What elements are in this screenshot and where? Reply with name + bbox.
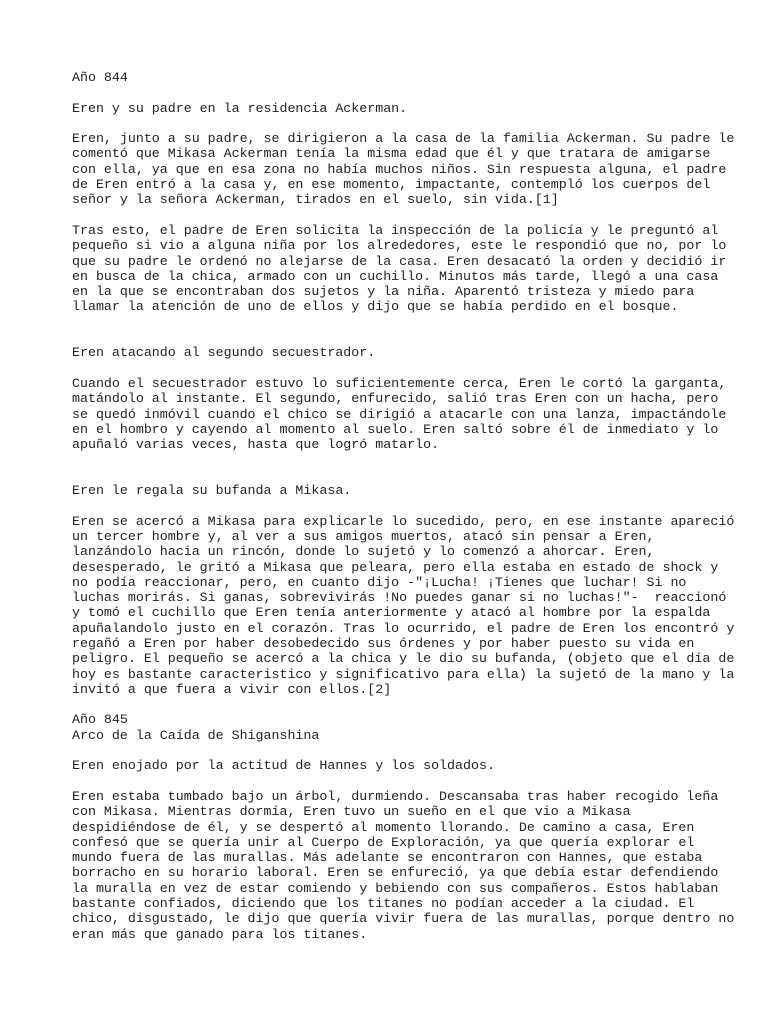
- paragraph: Cuando el secuestrador estuvo lo suficientemente cerca, Eren le cortó la garganta, matándolo al instante. El segundo, enfurecido, salió tras Eren con un hacha, pero se quedó inmóvil cuando el chico se dirigió a atacarle con una lanza, impactándole en el hombro y cayendo al momento al suelo. Eren saltó sobre él de inmediato y lo apuñaló varias veces, hasta que logró matarlo.: [72, 375, 727, 453]
- paragraph: Eren se acercó a Mikasa para explicarle lo sucedido, pero, en ese instante apareció un tercer hombre y, al ver a sus amigos muertos, atacó sin pensar a Eren, lanzándolo hacia un rincón, donde lo sujetó y lo comenzó a ahorcar. Eren, desesperado, le gritó a Mikasa que peleara, pero ella estaba en estado de shock y no podía reaccionar, pero, en cuanto dijo -"¡Lucha! ¡Tienes que luchar! Si no luchas morirás. Si ganas, sobrevivirás !No puedes ganar si no luchas!"- reaccionó y tomó el cuchillo que Eren tenía anteriormente y atacó al hombre por la espalda apuñalandolo justo en el corazón. Tras lo ocurrido, el padre de Eren los encontró y regañó a Eren por haber desobedecido sus órdenes y por haber puesto su vida en peligro. El pequeño se acercó a la chica y le dio su bufanda, (objeto que el día de hoy es bastante caracteristico y significativo para ella) la sujetó de la mano y la invitó a que fuera a vivir con ellos.[2]: [72, 513, 735, 697]
- paragraph: Tras esto, el padre de Eren solicita la inspección de la policía y le preguntó al pequeño si vio a alguna niña por los alrededores, este le respondió que no, por lo que su padre le ordenó no alejarse de la casa. Eren desacató la orden y decidió ir en busca de la chica, armado con un cuchillo. Minutos más tarde, llegó a una casa en la que se encontraban dos sujetos y la niña. Aparentó tristeza y miedo para llamar la atención de uno de ellos y dijo que se había perdido en el bosque.: [72, 222, 727, 315]
- section-heading: Eren y su padre en la residencia Ackerman.: [72, 100, 408, 116]
- year-and-arc-heading: Año 845 Arco de la Caída de Shiganshina: [72, 712, 320, 743]
- paragraph: Eren estaba tumbado bajo un árbol, durmiendo. Descansaba tras haber recogido leña con Mikasa. Mientras dormía, Eren tuvo un sueño en el que vio a Mikasa despidiéndose de él, y se despertó al momento llorando. De camino a casa, Eren confesó que se quería unir al Cuerpo de Exploración, ya que quería explorar el mundo fuera de las murallas. Más adelante se encontraron con Hannes, que estaba borracho en su horario laboral. Eren se enfureció, ya que debía estar defendiendo la muralla en vez de estar comiendo y bebiendo con sus compañeros. Estos hablaban bastante confiados, diciendo que los titanes no podían acceder a la ciudad. El chico, disgustado, le dijo que quería vivir fuera de las murallas, porque dentro no eran más que ganado para los titanes.: [72, 788, 735, 942]
- section-heading: Eren atacando al segundo secuestrador.: [72, 345, 376, 361]
- paragraph: Eren, junto a su padre, se dirigieron a la casa de la familia Ackerman. Su padre le comentó que Mikasa Ackerman tenía la misma edad que él y que tratara de amigarse con ella, ya que en esa zona no había muchos niños. Sin respuesta alguna, el padre de Eren entró a la casa y, en ese momento, impactante, contempló los cuerpos del señor y la señora Ackerman, tirados en el suelo, sin vida.[1]: [72, 131, 735, 208]
- year-heading: Año 844: [72, 70, 128, 85]
- section-heading: Eren le regala su bufanda a Mikasa.: [72, 483, 352, 499]
- document-page: [72, 70, 735, 942]
- section-heading: Eren enojado por la actitud de Hannes y los soldados.: [72, 758, 495, 774]
